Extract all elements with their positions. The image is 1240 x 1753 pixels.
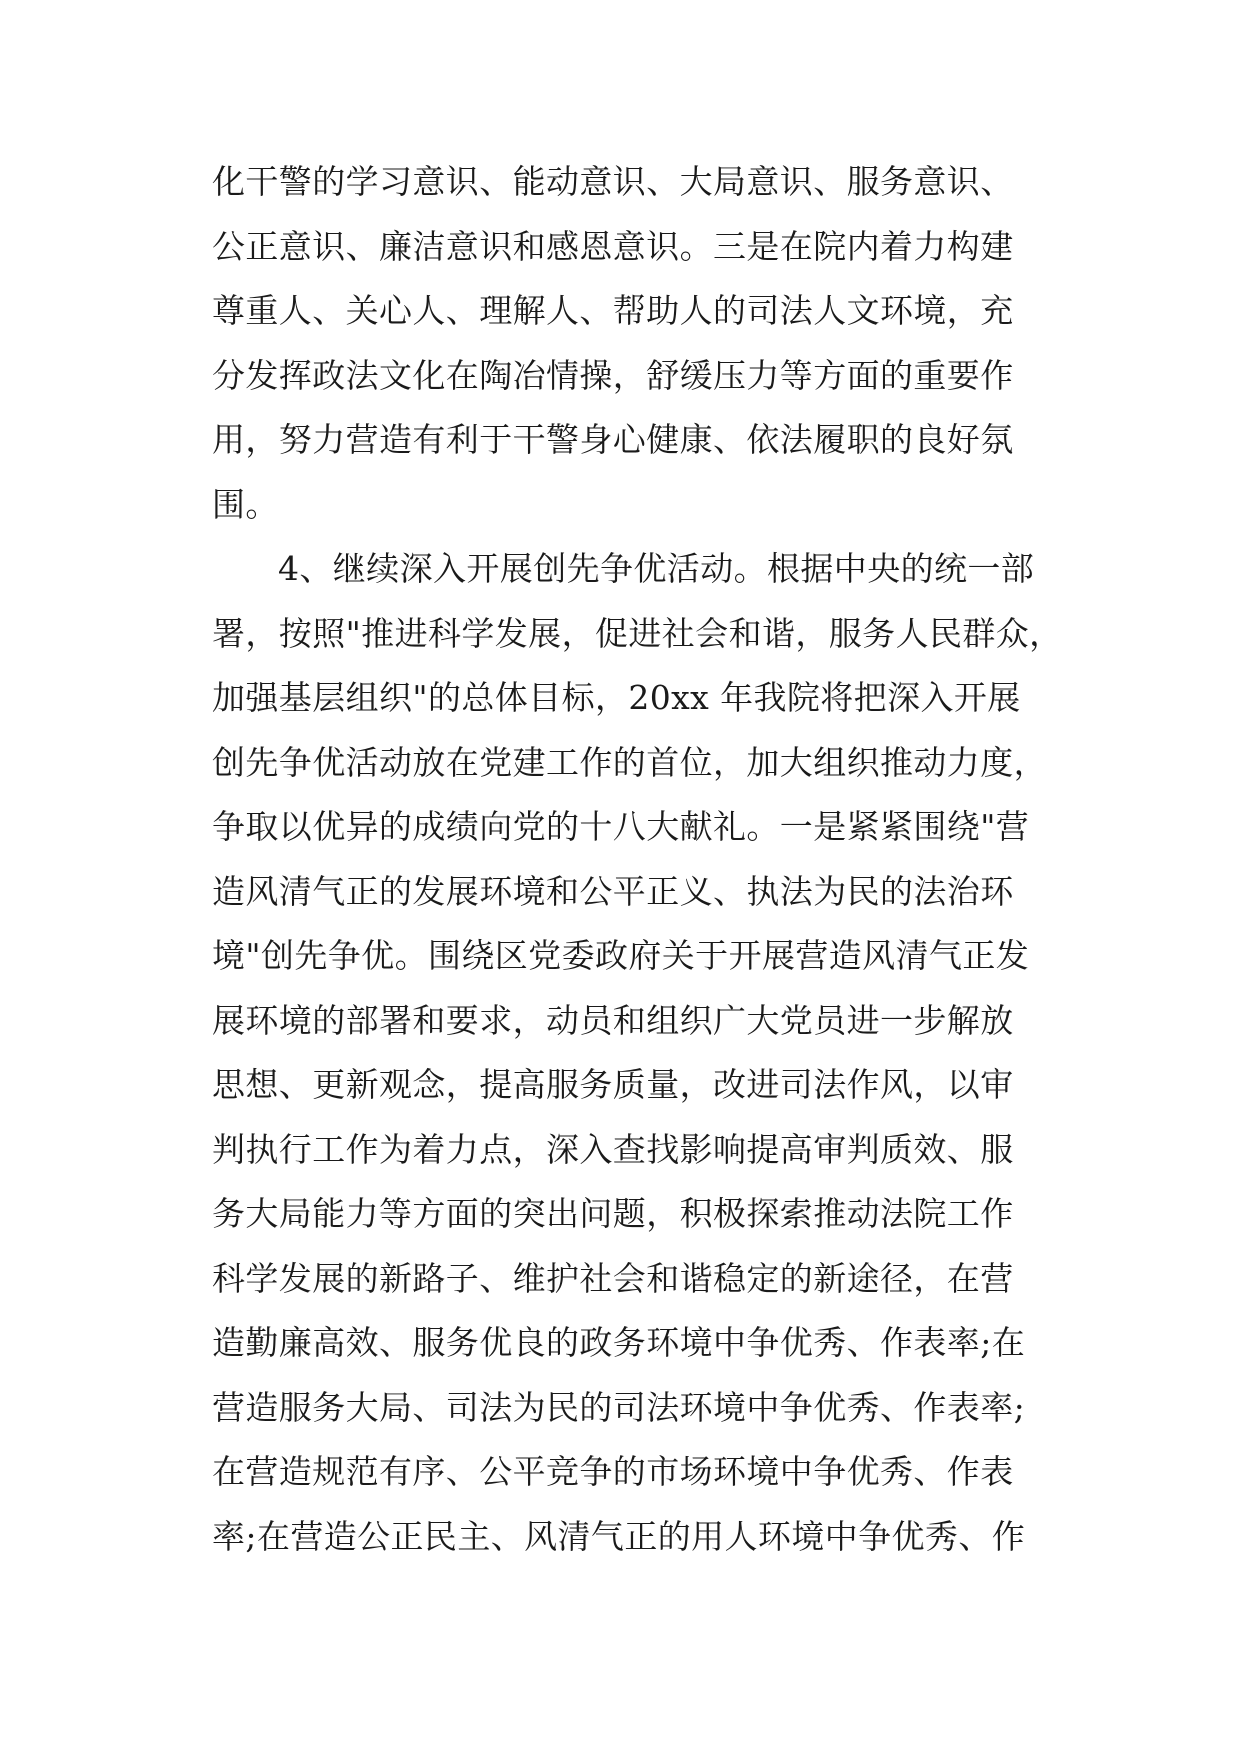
text-line: 营造服务大局、司法为民的司法环境中争优秀、作表率; xyxy=(212,1387,1026,1427)
text-line: 用，努力营造有利于干警身心健康、依法履职的良好氛 xyxy=(212,420,1014,459)
text-line: 在营造规范有序、公平竞争的市场环境中争优秀、作表 xyxy=(212,1452,1014,1491)
text-line: 造风清气正的发展环境和公平正义、执法为民的法治环 xyxy=(212,871,1014,911)
text-line: 分发挥政法文化在陶冶情操，舒缓压力等方面的重要作 xyxy=(212,355,1014,395)
text-line: 造勤廉高效、服务优良的政务环境中争优秀、作表率;在 xyxy=(212,1323,1026,1362)
text-line: 化干警的学习意识、能动意识、大局意识、服务意识、 xyxy=(212,162,1014,201)
text-line: 围。 xyxy=(212,484,279,524)
text-line: 境"创先争优。围绕区党委政府关于开展营造风清气正发 xyxy=(212,936,1030,975)
text-line: 公正意识、廉洁意识和感恩意识。三是在院内着力构建 xyxy=(212,226,1014,266)
text-line: 务大局能力等方面的突出问题，积极探索推动法院工作 xyxy=(212,1194,1014,1233)
text-line: 展环境的部署和要求，动员和组织广大党员进一步解放 xyxy=(212,1000,1014,1040)
body-text xyxy=(212,150,1092,1569)
text-line: 创先争优活动放在党建工作的首位，加大组织推动力度， xyxy=(212,742,1047,782)
text-line: 署，按照"推进科学发展，促进社会和谐，服务人民群众， xyxy=(212,613,1063,653)
text-line: 率;在营造公正民主、风清气正的用人环境中争优秀、作 xyxy=(212,1516,1026,1556)
text-line: 争取以优异的成绩向党的十八大献礼。一是紧紧围绕"营 xyxy=(212,807,1030,846)
text-line: 思想、更新观念，提高服务质量，改进司法作风，以审 xyxy=(212,1065,1014,1104)
text-line: 加强基层组织"的总体目标，20xx 年我院将把深入开展 xyxy=(212,678,1021,717)
paragraph-start-line: 4、继续深入开展创先争优活动。根据中央的统一部 xyxy=(278,549,1035,588)
text-line: 科学发展的新路子、维护社会和谐稳定的新途径，在营 xyxy=(212,1258,1014,1298)
text-line: 判执行工作为着力点，深入查找影响提高审判质效、服 xyxy=(212,1129,1014,1169)
text-line: 尊重人、关心人、理解人、帮助人的司法人文环境，充 xyxy=(212,291,1014,330)
